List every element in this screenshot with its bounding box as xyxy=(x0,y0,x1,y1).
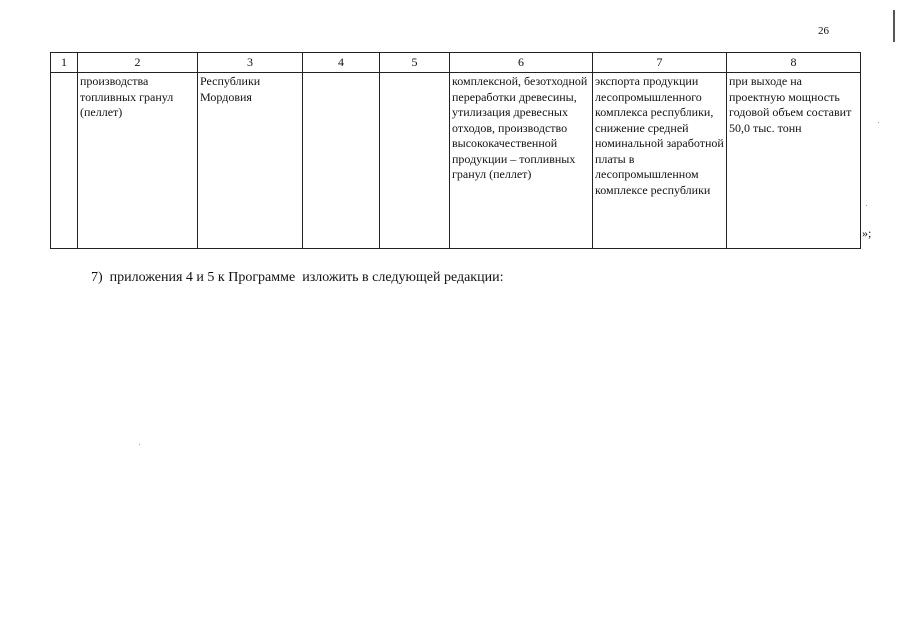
scan-speck xyxy=(878,122,879,123)
header-cell-1: 1 xyxy=(51,53,78,73)
header-cell-2: 2 xyxy=(78,53,198,73)
table-header-row xyxy=(51,53,861,73)
page-edge-line xyxy=(893,10,895,42)
row-cell-8: при выходе на проектную мощность годовой объем составит 50,0 тыс. тонн xyxy=(727,73,861,249)
row-cell-5 xyxy=(380,73,450,249)
page-number: 26 xyxy=(818,25,829,37)
header-cell-6: 6 xyxy=(450,53,593,73)
row-cell-3: Республики Мордовия xyxy=(198,73,303,249)
header-cell-5: 5 xyxy=(380,53,450,73)
table-row xyxy=(51,73,861,249)
scan-speck xyxy=(139,444,140,445)
row-cell-7: экспорта продукции лесопромышленного комплекса республики, снижение средней номинальной заработной платы в лесопромышленном комплексе республики xyxy=(593,73,727,249)
closing-quote: »; xyxy=(862,226,872,240)
header-cell-8: 8 xyxy=(727,53,861,73)
row-cell-4 xyxy=(303,73,380,249)
program-table xyxy=(50,52,861,249)
header-cell-3: 3 xyxy=(198,53,303,73)
header-cell-4: 4 xyxy=(303,53,380,73)
row-cell-2: производства топливных гранул (пеллет) xyxy=(78,73,198,249)
scan-speck xyxy=(866,205,867,206)
header-cell-7: 7 xyxy=(593,53,727,73)
instruction-paragraph: 7) приложения 4 и 5 к Программе изложить в следующей редакции: xyxy=(91,270,504,285)
row-cell-1 xyxy=(51,73,78,249)
row-cell-6: комплексной, безотходной переработки древесины, утилизация древесных отходов, производство высококачественной продукции – топливных гранул (пеллет) xyxy=(450,73,593,249)
